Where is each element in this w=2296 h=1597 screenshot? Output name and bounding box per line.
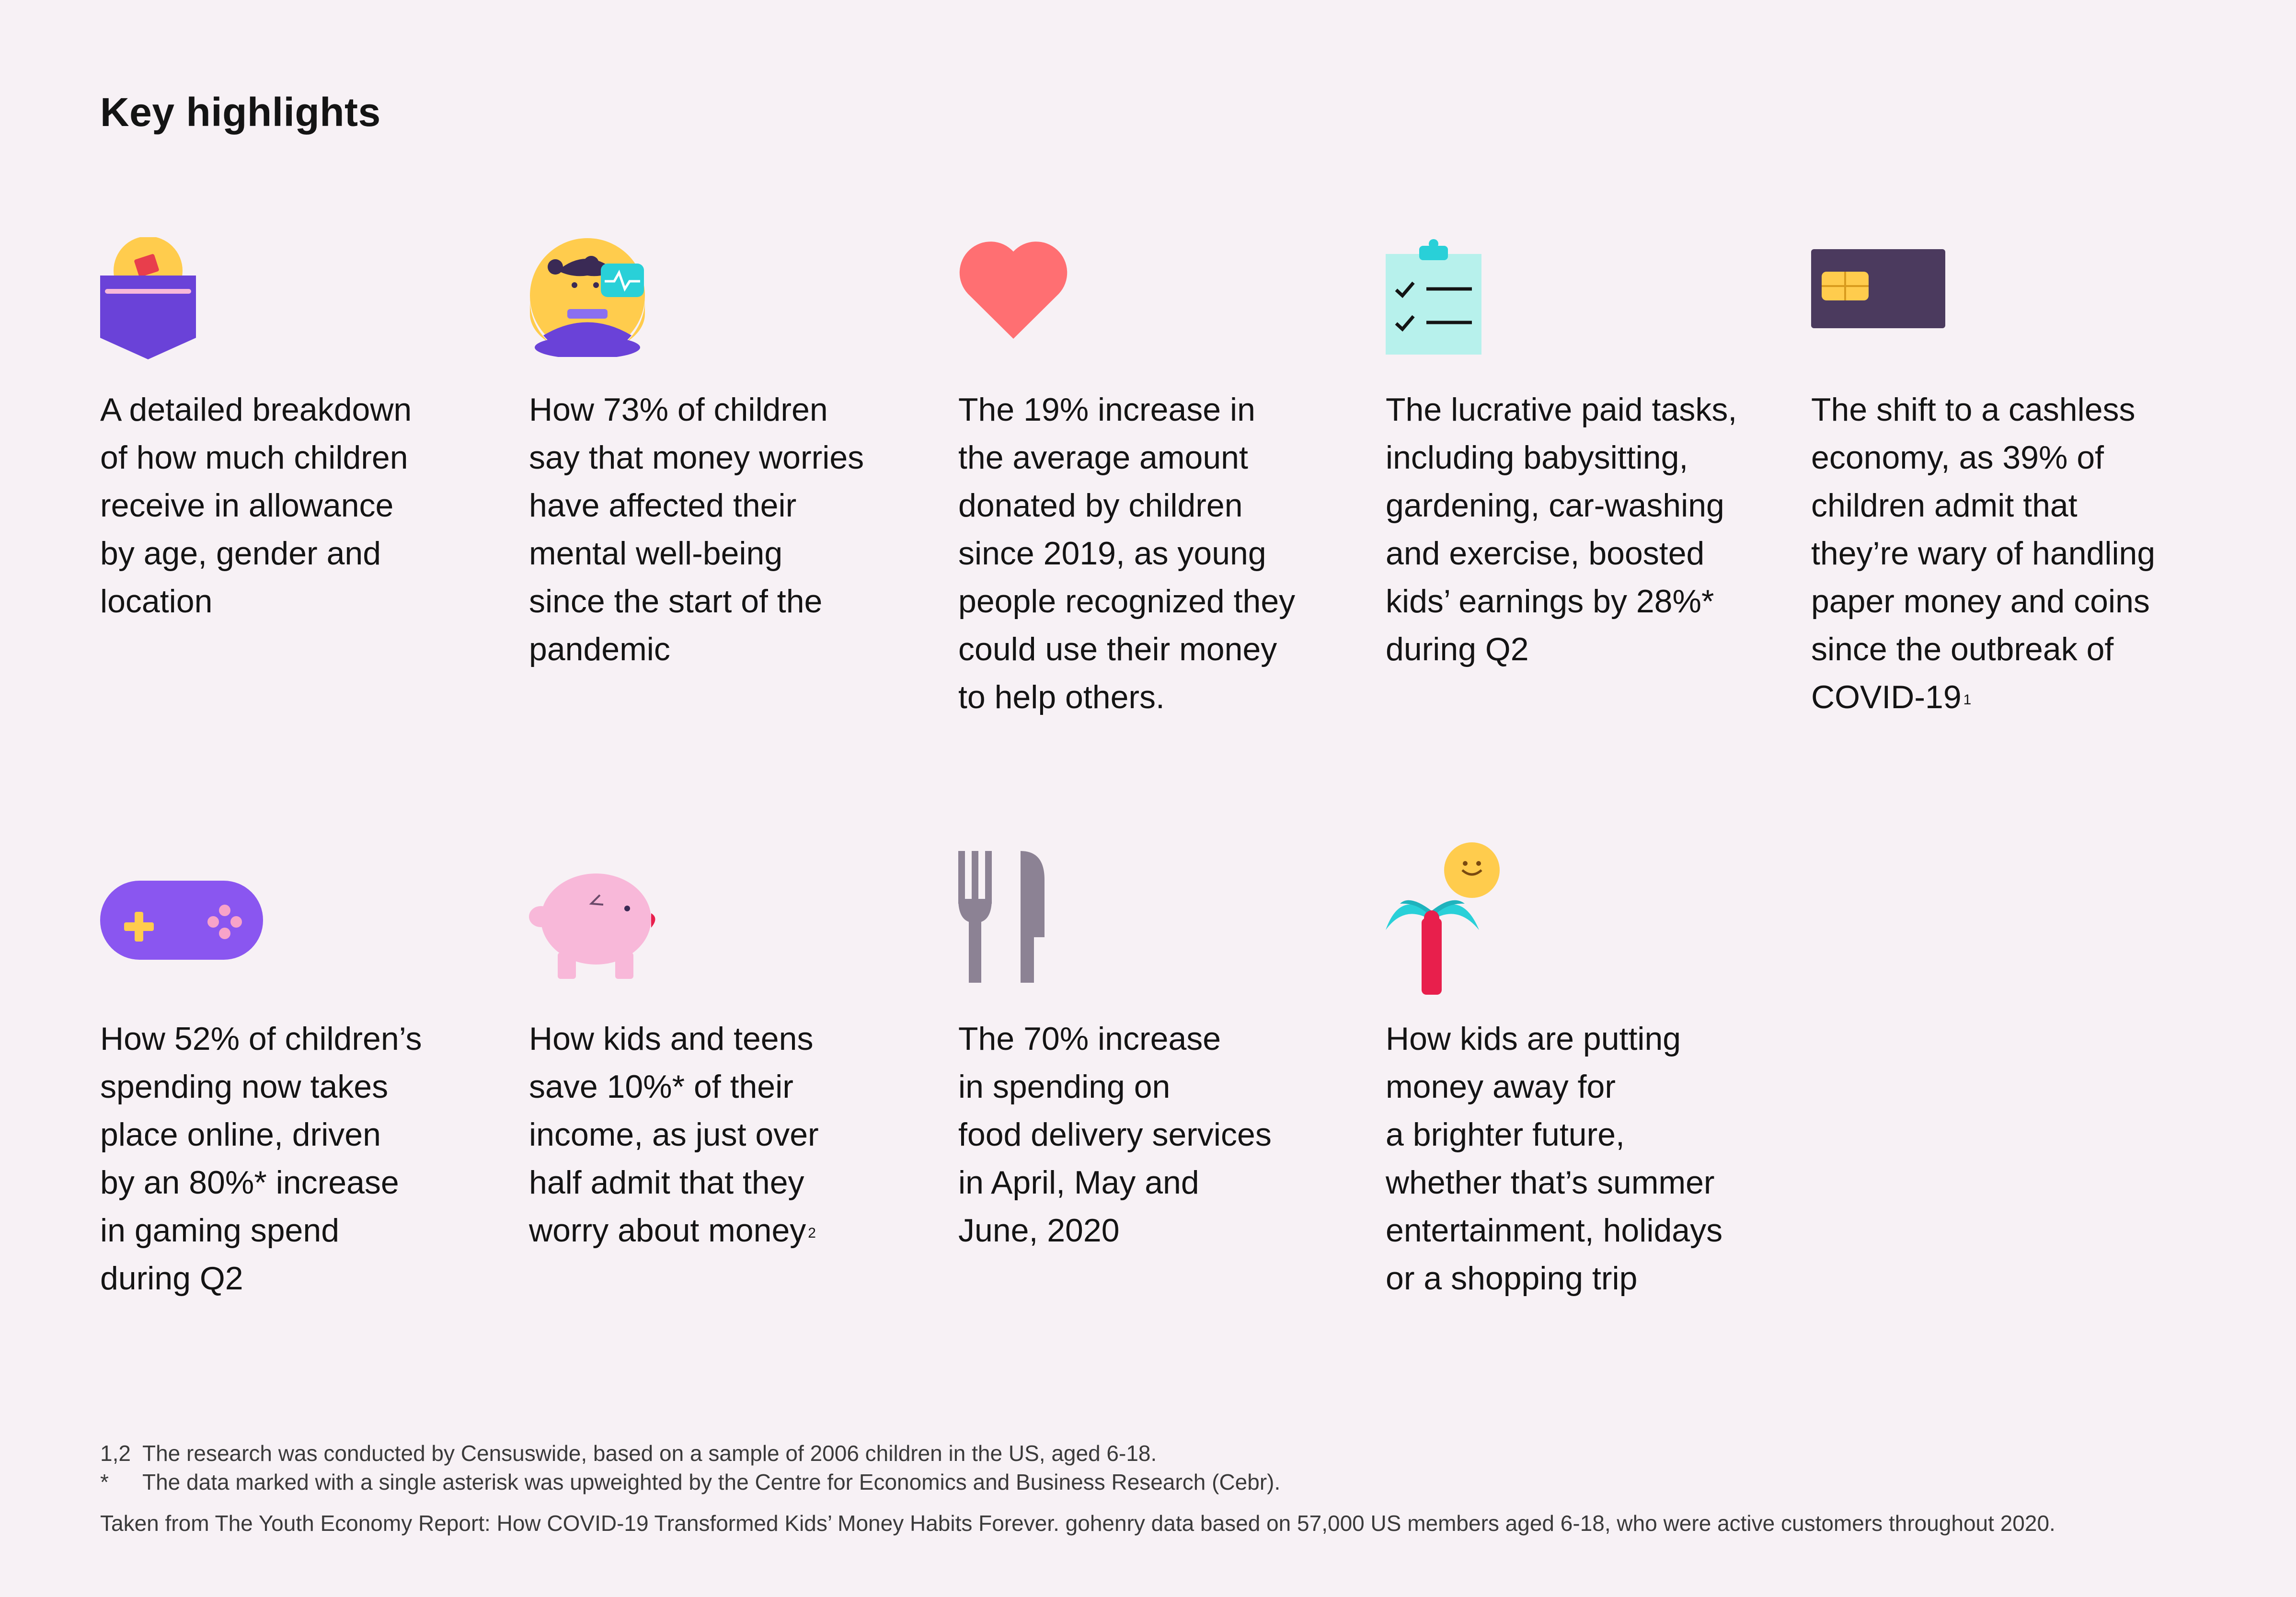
- footnote-marker: 1: [1963, 692, 1972, 708]
- piggy-bank-icon: [529, 866, 668, 986]
- game-controller-icon: [100, 866, 265, 962]
- footnote-mark: *: [100, 1470, 109, 1494]
- fork-knife-icon: [958, 851, 1054, 985]
- footnote-marker: 2: [808, 1225, 816, 1241]
- highlight-text: The lucrative paid tasks, including babysitting, gardening, car-washing and exercise, boosted kids’ earnings by 28%* during Q2: [1386, 391, 1737, 667]
- payment-card-icon: [1811, 237, 1948, 333]
- pocket-coin-icon: [100, 237, 196, 362]
- clipboard-checklist-icon: [1386, 237, 1484, 357]
- highlight-text: The shift to a cashless economy, as 39% of children admit that they’re wary of handling paper money and coins since the outbreak of COVID-19 $^1$: [1811, 391, 2156, 715]
- highlight-text: A detailed breakdown of how much children receive in allowance by age, gender and location: [100, 391, 412, 620]
- palm-tree-sun-icon: [1386, 841, 1505, 995]
- highlight-text: How kids and teens save 10%* of their income, as just over half admit that they worry about money $^2$: [529, 1021, 819, 1249]
- footnote-row: [100, 1469, 1280, 1495]
- source-note: Taken from The Youth Economy Report: How COVID-19 Transformed Kids’ Money Habits Forever. gohenry data based on 57,000 US members aged 6-18, who were active customers throughout 2020.: [100, 1511, 2055, 1536]
- footnote-mark: 1,2: [100, 1441, 131, 1466]
- highlight-text: How 73% of children say that money worries have affected their mental well-being since the start of the pandemic: [529, 391, 864, 667]
- worried-child-icon: [529, 237, 649, 357]
- highlight-text: How kids are putting money away for a brighter future, whether that’s summer entertainment, holidays or a shopping trip: [1386, 1021, 1723, 1297]
- highlight-text: The 19% increase in the average amount donated by children since 2019, as young people recognized they could use their money to help others.: [958, 391, 1296, 715]
- page-title: Key highlights: [100, 90, 381, 135]
- footnote-text: The data marked with a single asterisk was upweighted by the Centre for Economics and Business Research (Cebr).: [142, 1470, 1281, 1494]
- heart-icon: [958, 237, 1068, 340]
- highlight-text: The 70% increase in spending on food delivery services in April, May and June, 2020: [958, 1021, 1272, 1249]
- footnote-text: The research was conducted by Censuswide, based on a sample of 2006 children in the US, aged 6-18.: [142, 1441, 1157, 1466]
- highlight-text: How 52% of children’s spending now takes place online, driven by an 80%* increase in gaming spend during Q2: [100, 1021, 422, 1297]
- footnote-row: [100, 1440, 1157, 1466]
